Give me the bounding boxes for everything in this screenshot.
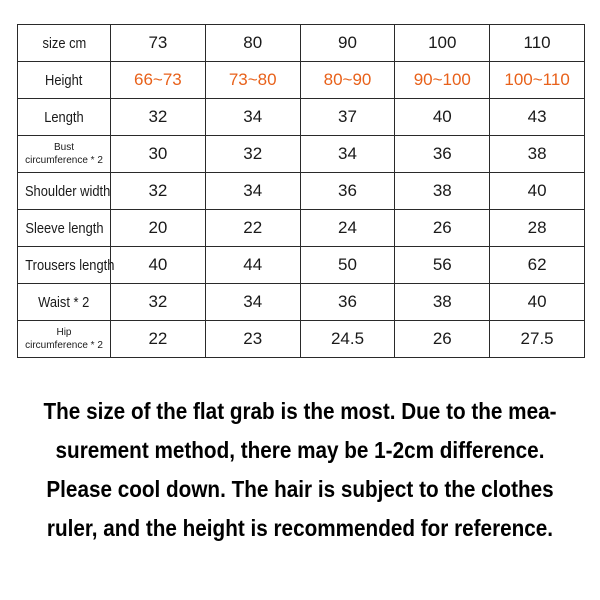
hip-cell: 22: [111, 321, 206, 358]
height-cell: 80~90: [300, 62, 395, 99]
length-cell: 40: [395, 99, 490, 136]
waist-label: Waist * 2: [18, 284, 111, 321]
shoulder-cell: 36: [300, 173, 395, 210]
size-header-label: size cm: [18, 25, 111, 62]
trousers-row: [18, 247, 585, 284]
length-cell: 43: [490, 99, 585, 136]
waist-cell: 32: [111, 284, 206, 321]
height-cell: 66~73: [111, 62, 206, 99]
hip-row: [18, 321, 585, 358]
height-row: [18, 62, 585, 99]
bust-cell: 32: [205, 136, 300, 173]
shoulder-cell: 32: [111, 173, 206, 210]
hip-label: Hip circumference * 2: [18, 321, 111, 358]
trousers-cell: 40: [111, 247, 206, 284]
size-header-cell: 110: [490, 25, 585, 62]
waist-row: [18, 284, 585, 321]
height-cell: 73~80: [205, 62, 300, 99]
size-header-cell: 80: [205, 25, 300, 62]
sleeve-label: Sleeve length: [18, 210, 111, 247]
length-cell: 32: [111, 99, 206, 136]
bust-cell: 34: [300, 136, 395, 173]
note-line: Please cool down. The hair is subject to the clothes: [46, 476, 554, 502]
sleeve-cell: 20: [111, 210, 206, 247]
height-cell: 100~110: [490, 62, 585, 99]
waist-cell: 34: [205, 284, 300, 321]
hip-cell: 27.5: [490, 321, 585, 358]
sleeve-cell: 22: [205, 210, 300, 247]
sleeve-cell: 26: [395, 210, 490, 247]
length-row: [18, 99, 585, 136]
size-chart-table: [17, 24, 585, 358]
note-line: ruler, and the height is recommended for reference.: [46, 515, 554, 541]
height-cell: 90~100: [395, 62, 490, 99]
note-line: The size of the flat grab is the most. Due to the mea-: [43, 398, 557, 424]
measurement-note: [10, 392, 590, 548]
header-row: [18, 25, 585, 62]
bust-cell: 30: [111, 136, 206, 173]
trousers-cell: 62: [490, 247, 585, 284]
waist-cell: 36: [300, 284, 395, 321]
shoulder-cell: 34: [205, 173, 300, 210]
sleeve-cell: 24: [300, 210, 395, 247]
waist-cell: 40: [490, 284, 585, 321]
shoulder-cell: 38: [395, 173, 490, 210]
sleeve-row: [18, 210, 585, 247]
shoulder-label: Shoulder width: [18, 173, 111, 210]
bust-cell: 36: [395, 136, 490, 173]
hip-cell: 26: [395, 321, 490, 358]
note-line: surement method, there may be 1-2cm difference.: [55, 437, 545, 463]
bust-label: Bust circumference * 2: [18, 136, 111, 173]
size-header-cell: 90: [300, 25, 395, 62]
length-cell: 34: [205, 99, 300, 136]
hip-cell: 23: [205, 321, 300, 358]
trousers-label: Trousers length: [18, 247, 111, 284]
sleeve-cell: 28: [490, 210, 585, 247]
length-label: Length: [18, 99, 111, 136]
size-header-cell: 73: [111, 25, 206, 62]
hip-cell: 24.5: [300, 321, 395, 358]
shoulder-row: [18, 173, 585, 210]
size-header-cell: 100: [395, 25, 490, 62]
bust-cell: 38: [490, 136, 585, 173]
waist-cell: 38: [395, 284, 490, 321]
trousers-cell: 50: [300, 247, 395, 284]
trousers-cell: 44: [205, 247, 300, 284]
bust-row: [18, 136, 585, 173]
height-label: Height: [18, 62, 111, 99]
shoulder-cell: 40: [490, 173, 585, 210]
length-cell: 37: [300, 99, 395, 136]
trousers-cell: 56: [395, 247, 490, 284]
